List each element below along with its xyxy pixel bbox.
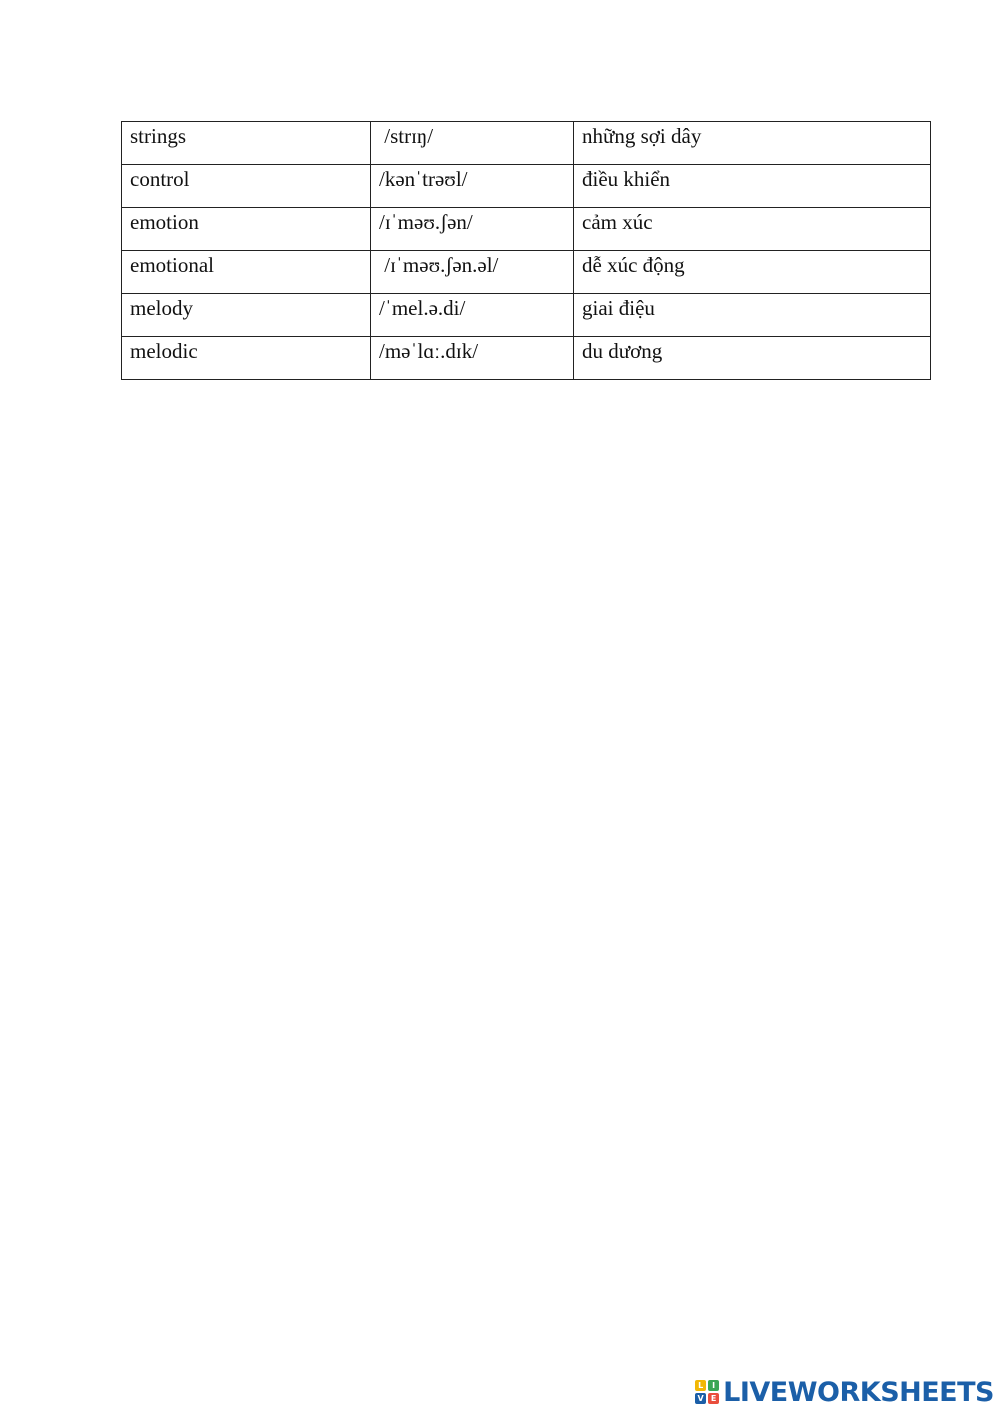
ipa-cell: /kənˈtrəʊl/	[371, 165, 574, 208]
table-row	[122, 165, 931, 208]
meaning-cell: những sợi dây	[574, 122, 931, 165]
table-row	[122, 251, 931, 294]
logo-letter: V	[695, 1393, 706, 1404]
meaning-cell: điều khiển	[574, 165, 931, 208]
ipa-cell: /strɪŋ/	[371, 122, 574, 165]
table-row	[122, 122, 931, 165]
meaning-cell: cảm xúc	[574, 208, 931, 251]
logo-letter: I	[708, 1380, 719, 1391]
ipa-cell: /ɪˈməʊ.ʃən.əl/	[371, 251, 574, 294]
table-row	[122, 337, 931, 380]
logo-letter: L	[695, 1380, 706, 1391]
meaning-cell: du dương	[574, 337, 931, 380]
vocabulary-table	[121, 121, 931, 380]
liveworksheets-logo-icon	[695, 1380, 719, 1404]
word-cell: melody	[122, 294, 371, 337]
liveworksheets-watermark	[695, 1375, 994, 1409]
ipa-cell: /məˈlɑː.dɪk/	[371, 337, 574, 380]
ipa-cell: /ˈmel.ə.di/	[371, 294, 574, 337]
word-cell: strings	[122, 122, 371, 165]
meaning-cell: giai điệu	[574, 294, 931, 337]
watermark-text: LIVEWORKSHEETS	[723, 1376, 994, 1408]
meaning-cell: dễ xúc động	[574, 251, 931, 294]
word-cell: melodic	[122, 337, 371, 380]
logo-letter: E	[708, 1393, 719, 1404]
word-cell: control	[122, 165, 371, 208]
ipa-cell: /ɪˈməʊ.ʃən/	[371, 208, 574, 251]
word-cell: emotion	[122, 208, 371, 251]
table-row	[122, 208, 931, 251]
table-row	[122, 294, 931, 337]
word-cell: emotional	[122, 251, 371, 294]
